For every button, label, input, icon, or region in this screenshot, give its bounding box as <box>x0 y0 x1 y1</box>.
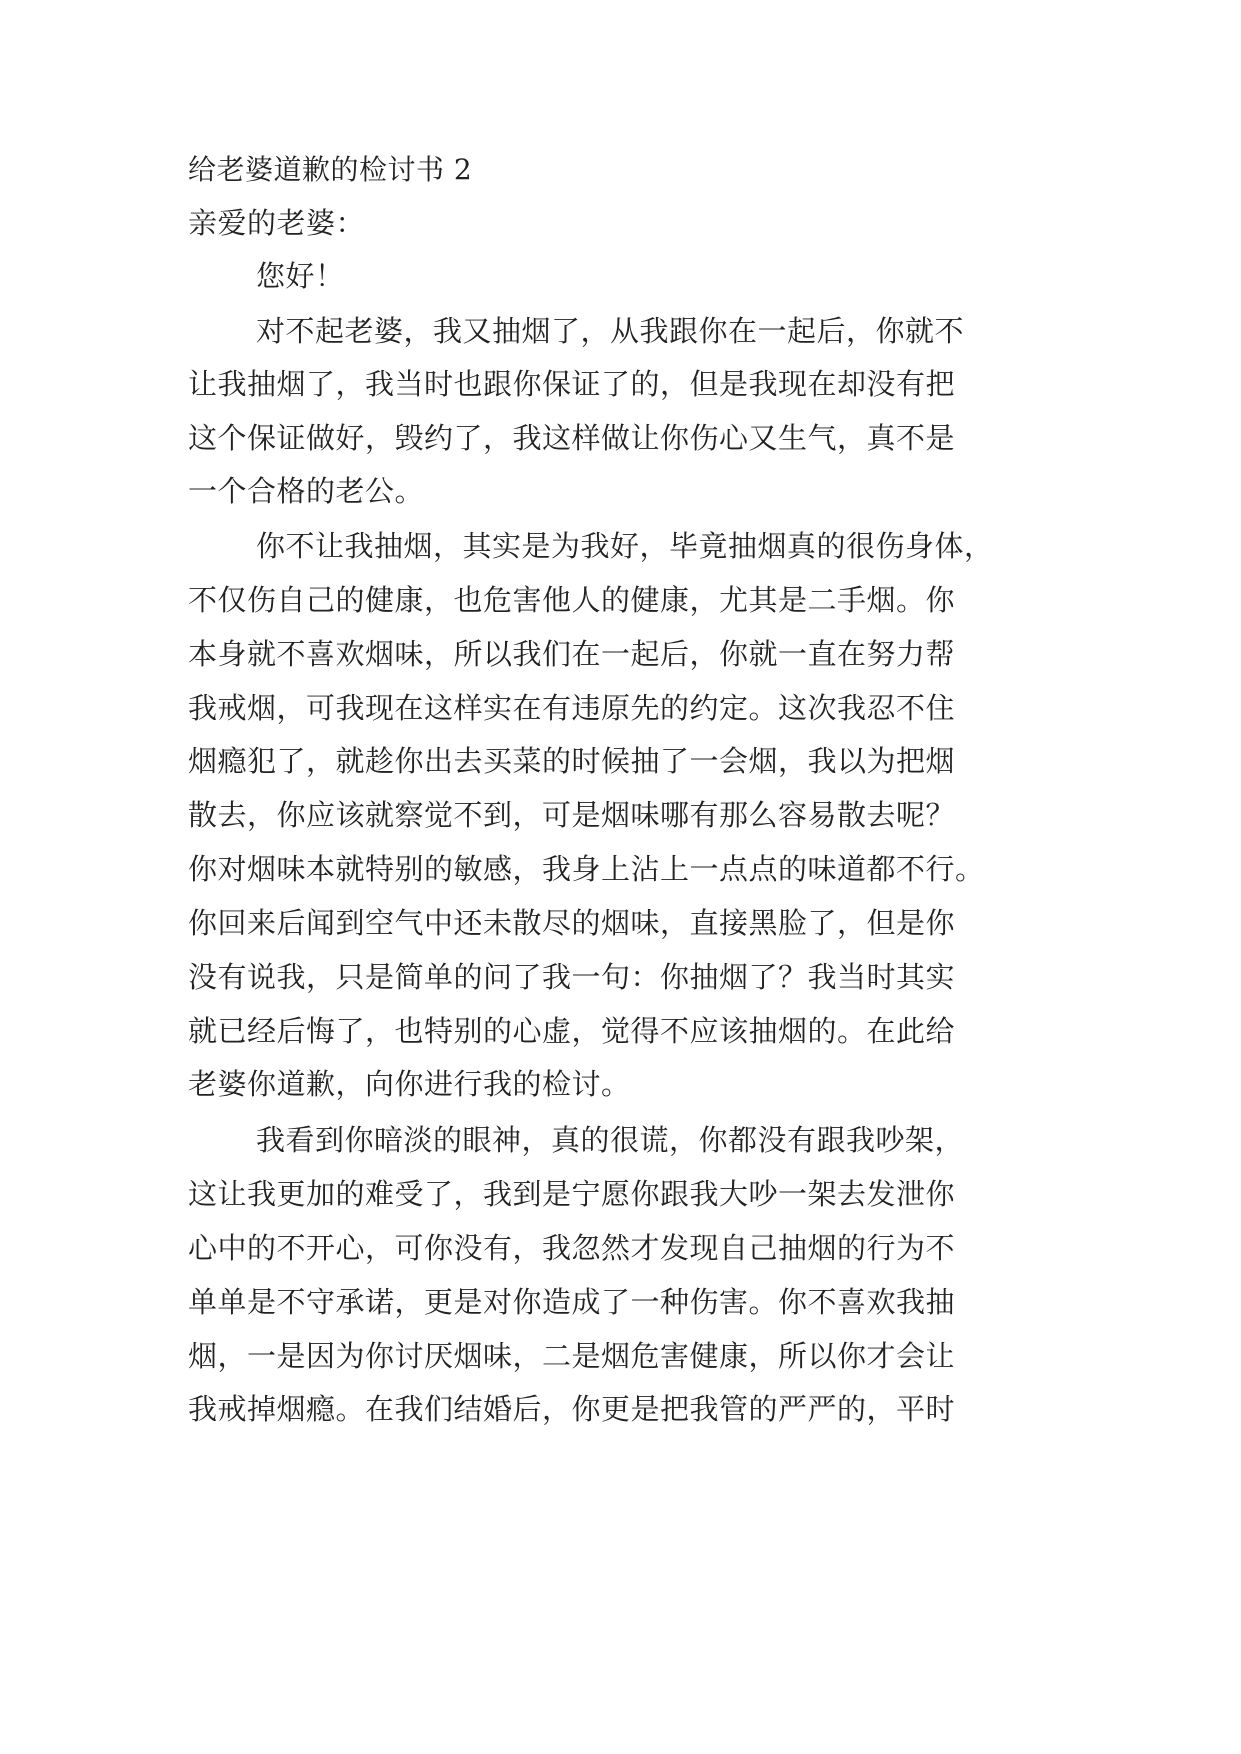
paragraph-line: 让我抽烟了，我当时也跟你保证了的，但是我现在却没有把 <box>188 367 956 401</box>
paragraph-line: 你回来后闻到空气中还未散尽的烟味，直接黑脸了，但是你 <box>188 906 956 940</box>
paragraph-line: 我戒掉烟瘾。在我们结婚后，你更是把我管的严严的，平时 <box>188 1392 956 1426</box>
paragraph-line: 烟，一是因为你讨厌烟味，二是烟危害健康，所以你才会让 <box>188 1339 956 1373</box>
paragraph-line: 一个合格的老公。 <box>188 474 425 508</box>
greeting: 您好！ <box>256 259 345 293</box>
paragraph-line: 这让我更加的难受了，我到是宁愿你跟我大吵一架去发泄你 <box>188 1177 956 1211</box>
paragraph-line: 你对烟味本就特别的敏感，我身上沾上一点点的味道都不行。 <box>188 852 985 886</box>
paragraph-line: 对不起老婆，我又抽烟了，从我跟你在一起后，你就不 <box>256 314 965 348</box>
paragraph-line: 老婆你道歉，向你进行我的检讨。 <box>188 1067 631 1101</box>
paragraph-line: 烟瘾犯了，就趁你出去买菜的时候抽了一会烟，我以为把烟 <box>188 744 956 778</box>
paragraph-line: 心中的不开心，可你没有，我忽然才发现自己抽烟的行为不 <box>188 1231 956 1265</box>
paragraph-line: 就已经后悔了，也特别的心虚，觉得不应该抽烟的。在此给 <box>188 1014 956 1048</box>
paragraph-line: 你不让我抽烟，其实是为我好，毕竟抽烟真的很伤身体， <box>256 529 994 563</box>
paragraph-line: 不仅伤自己的健康，也危害他人的健康，尤其是二手烟。你 <box>188 583 956 617</box>
paragraph-line: 没有说我，只是简单的问了我一句：你抽烟了？我当时其实 <box>188 960 956 994</box>
paragraph-line: 散去，你应该就察觉不到，可是烟味哪有那么容易散去呢？ <box>188 798 956 832</box>
paragraph-line: 单单是不守承诺，更是对你造成了一种伤害。你不喜欢我抽 <box>188 1285 956 1319</box>
paragraph-line: 这个保证做好，毁约了，我这样做让你伤心又生气，真不是 <box>188 421 956 455</box>
paragraph-line: 我看到你暗淡的眼神，真的很谎，你都没有跟我吵架， <box>256 1123 965 1157</box>
paragraph-line: 本身就不喜欢烟味，所以我们在一起后，你就一直在努力帮 <box>188 637 956 671</box>
paragraph-line: 我戒烟，可我现在这样实在有违原先的约定。这次我忍不住 <box>188 691 956 725</box>
salutation: 亲爱的老婆： <box>188 206 366 240</box>
document-title: 给老婆道歉的检讨书 2 <box>188 153 473 186</box>
